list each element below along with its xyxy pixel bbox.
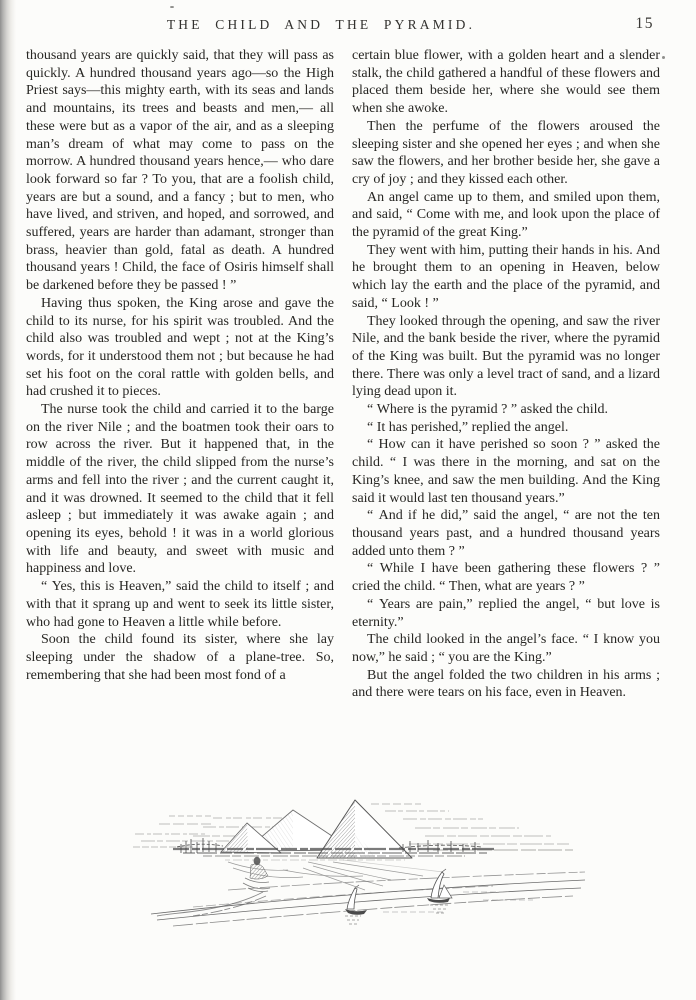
paragraph: The child looked in the angel’s face. “ I know you now,” he said ; “ you are the King.” (352, 632, 660, 665)
paragraph: “ How can it have perished so soon ? ” asked the child. “ I was there in the morning, and sat on the King’s knee, and saw the men building. And the King said it would last ten thousand years.” (352, 437, 660, 506)
pyramids-illustration (133, 792, 593, 942)
paragraph: certain blue flower, with a golden heart and a slender stalk, the child gathered a handful of these flowers and placed them beside her, where she would see them when she awoke. (352, 48, 660, 117)
paragraph: thousand years are quickly said, that they will pass as quickly. A hundred thousand years ago—so the High Priest says—this mighty earth, with its seas and lands and mountains, its trees and beasts and men,— all these were but as a vapor of the air, and as a sleeping man’s dream of what may come to pass on the morrow. A hundred thousand years hence,— who dare look forward so far ? To you, that are a foolish child, years are but a sound, and a fancy ; but to men, who have lived, and striven, and hoped, and sorrowed, and suffered, years are harder than adamant, stronger than brass, heavier than gold, fatal as death. A hundred thousand years ! Child, the face of Osiris himself shall be darkened before they be passed ! ” (26, 48, 334, 294)
paragraph: They looked through the opening, and saw the river Nile, and the bank beside the river, where the pyramid of the King was built. But the pyramid was no longer there. There was only a level tract of sand, and a lizard lying dead upon it. (352, 313, 660, 400)
paragraph: An angel came up to them, and smiled upon them, and said, “ Come with me, and look upon the place of the pyramid of the great King.” (352, 189, 660, 241)
paragraph: Having thus spoken, the King arose and gave the child to its nurse, for his spirit was troubled. And the child also was troubled and wept ; not at the King’s words, for it understood them not ; but because he had set his foot on the coral rattle with golden bells, and had crushed it to pieces. (26, 295, 334, 400)
paragraph: “ Yes, this is Heaven,” said the child to itself ; and with that it sprang up and went to seek its little sister, who had gone to Heaven a little while before. (26, 579, 334, 630)
paragraph: “ Where is the pyramid ? ” asked the child. (367, 402, 609, 418)
paragraph: But the angel folded the two children in his arms ; and there were tears on his face, even in Heaven. (352, 667, 660, 701)
scan-speck (170, 6, 174, 8)
scan-speck (662, 56, 665, 59)
page-title: THE CHILD AND THE PYRAMID. (166, 17, 476, 32)
paragraph: Soon the child found its sister, where she lay sleeping under the shadow of a plane-tree. So, remembering that she had been most fond of a (26, 632, 334, 683)
paragraph: “ Years are pain,” replied the angel, “ but love is eternity.” (352, 596, 660, 630)
paragraph: They went with him, putting their hands in his. And he brought them to an opening in Heaven, below which lay the earth and the place of the pyramid, and said, “ Look ! ” (352, 242, 660, 311)
binding-shadow (0, 0, 16, 1000)
page-number-label: 15 (635, 15, 654, 32)
right-column (352, 47, 660, 702)
paragraph: “ It has perished,” replied the angel. (367, 419, 569, 435)
paragraph: “ And if he did,” said the angel, “ are not the ten thousand years past, and a hundred thousand years added unto them ? ” (352, 508, 660, 559)
paragraph: The nurse took the child and carried it to the barge on the river Nile ; and the boatmen took their oars to row across the river. But it happened that, in the middle of the river, the child slipped from the nurse’s arms and fell into the river ; and the current caught it, and it was drowned. It seemed to the child that it fell asleep ; but immediately it was awake again ; and opening its eyes, behold ! it was in a world glorious with life and beauty, and sweet with music and happiness and love. (26, 402, 334, 577)
left-column (26, 47, 334, 684)
paragraph: “ While I have been gathering these flowers ? ” cried the child. “ Then, what are years ? ” (352, 561, 660, 595)
paragraph: Then the perfume of the flowers aroused the sleeping sister and she opened her eyes ; and when she saw the flowers, and her brother beside her, she gave a cry of joy ; and they kissed each other. (352, 118, 660, 187)
